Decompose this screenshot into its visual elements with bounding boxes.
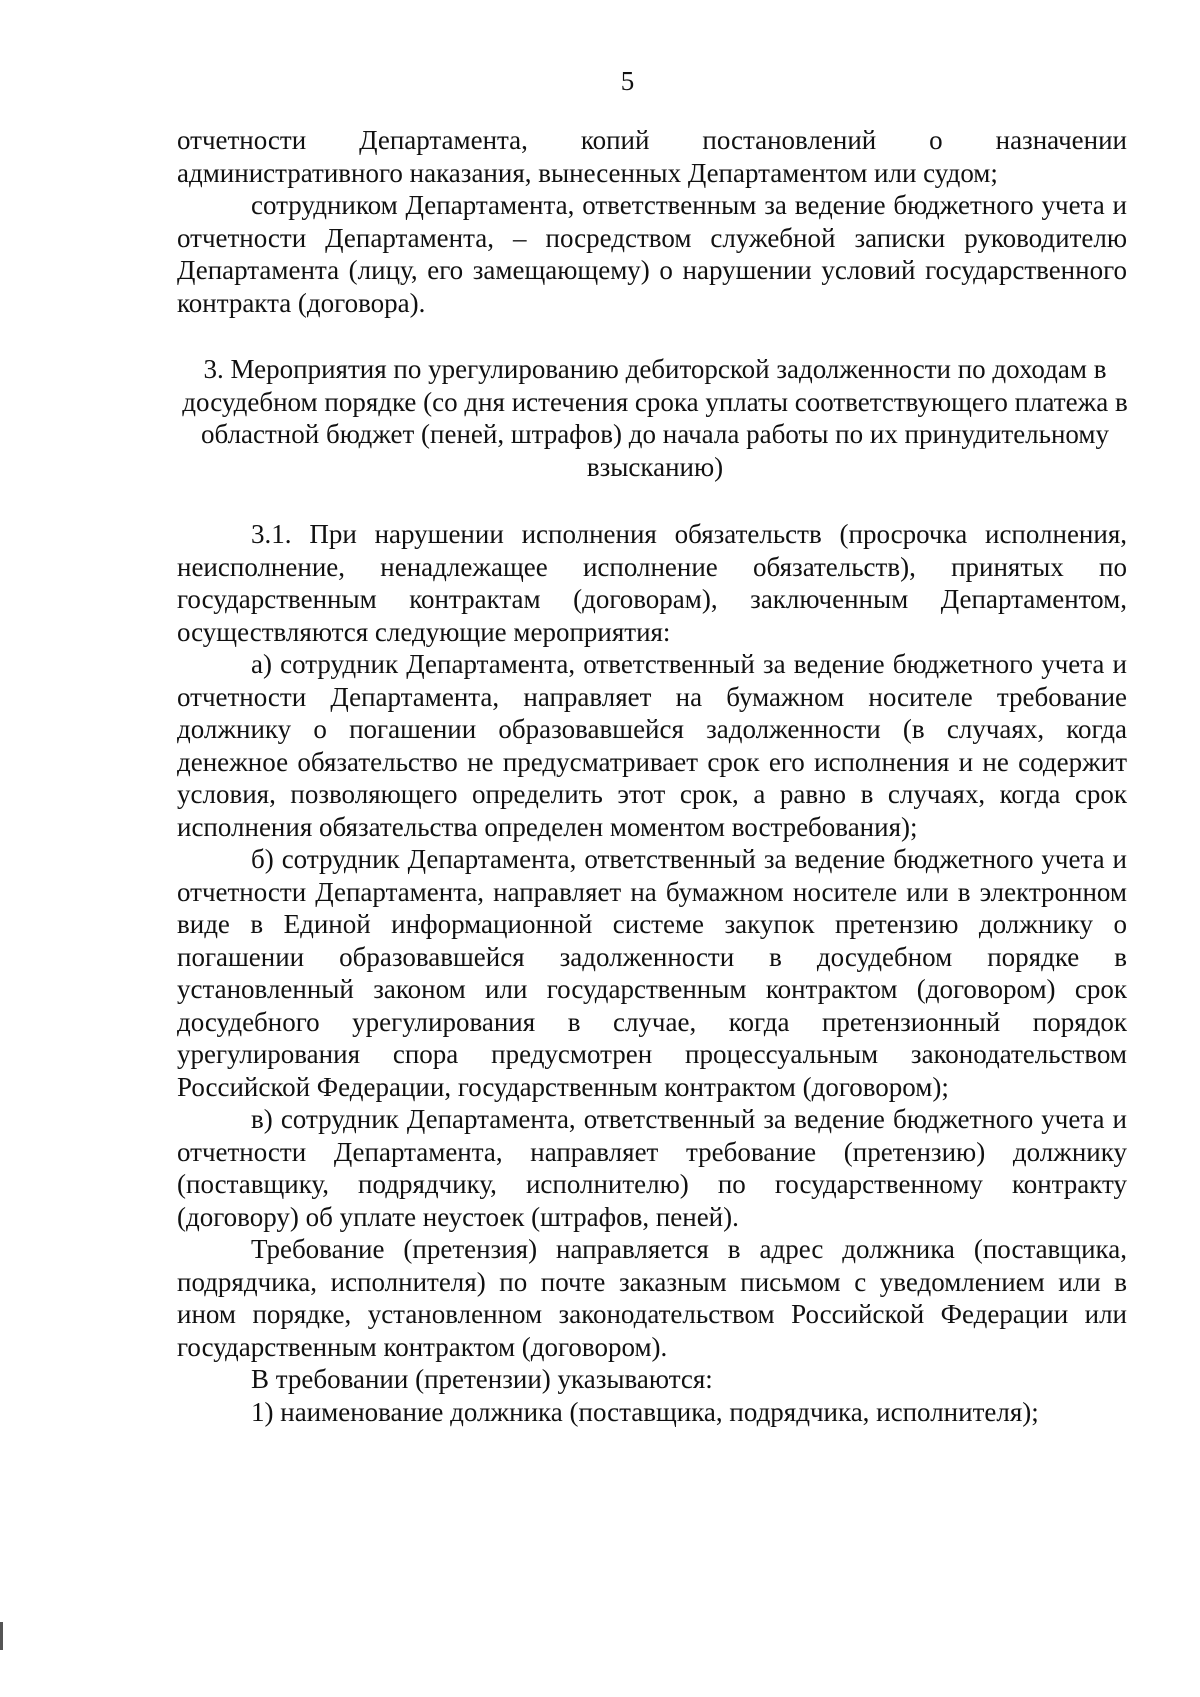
paragraph: сотрудником Департамента, ответственным за ведение бюджетного учета и отчетности Департамента, – посредством служебной записки руководителю Департамента (лицу, его замещающему) о нарушении условий государственного контракта (договора).: [177, 190, 1127, 318]
paragraph: 3.1. При нарушении исполнения обязательств (просрочка исполнения, неисполнение, ненадлежащее исполнение обязательств), принятых по государственным контрактам (договорам), заключенным Департаментом, осуществляются следующие мероприятия:: [177, 519, 1127, 647]
page-number: 5: [620, 66, 635, 96]
paragraph: 1) наименование должника (поставщика, подрядчика, исполнителя);: [251, 1396, 1039, 1427]
paragraph: б) сотрудник Департамента, ответственный за ведение бюджетного учета и отчетности Департамента, направляет на бумажном носителе или в электронном виде в Единой информационной системе закупок претензию должнику о погашении образовавшейся задолженности в досудебном порядке в установленный законом или государственным контрактом (договором) срок досудебного урегулирования в случае, когда претензионный порядок урегулирования спора предусмотрен процессуальным законодательством Российской Федерации, государственным контрактом (договором);: [177, 844, 1127, 1102]
text-block-top: [177, 124, 1127, 319]
text-block-section-3: [177, 518, 1127, 1428]
paragraph: В требовании (претензии) указываются:: [251, 1364, 713, 1394]
scan-edge-mark: [0, 1622, 3, 1650]
paragraph: Требование (претензия) направляется в адрес должника (поставщика, подрядчика, исполнителя) по почте заказным письмом с уведомлением или в ином порядке, установленном законодательством Российской Федерации или государственным контрактом (договором).: [177, 1234, 1127, 1362]
section-heading: 3. Мероприятия по урегулированию дебиторской задолженности по доходам в досудебном порядке (со дня истечения срока уплаты соответствующего платежа в областной бюджет (пеней, штрафов) до начала работы по их принудительному взысканию): [182, 354, 1128, 482]
paragraph: отчетности Департамента, копий постановлений о назначении административного наказания, вынесенных Департаментом или судом;: [177, 125, 1127, 188]
paragraph: в) сотрудник Департамента, ответственный за ведение бюджетного учета и отчетности Департамента, направляет требование (претензию) должнику (поставщику, подрядчику, исполнителю) по государственному контракту (договору) об уплате неустоек (штрафов, пеней).: [177, 1104, 1127, 1232]
paragraph: а) сотрудник Департамента, ответственный за ведение бюджетного учета и отчетности Департамента, направляет на бумажном носителе требование должнику о погашении образовавшейся задолженности (в случаях, когда денежное обязательство не предусматривает срок его исполнения и не содержит условия, позволяющего определить этот срок, а равно в случаях, когда срок исполнения обязательства определен моментом востребования);: [177, 649, 1127, 842]
